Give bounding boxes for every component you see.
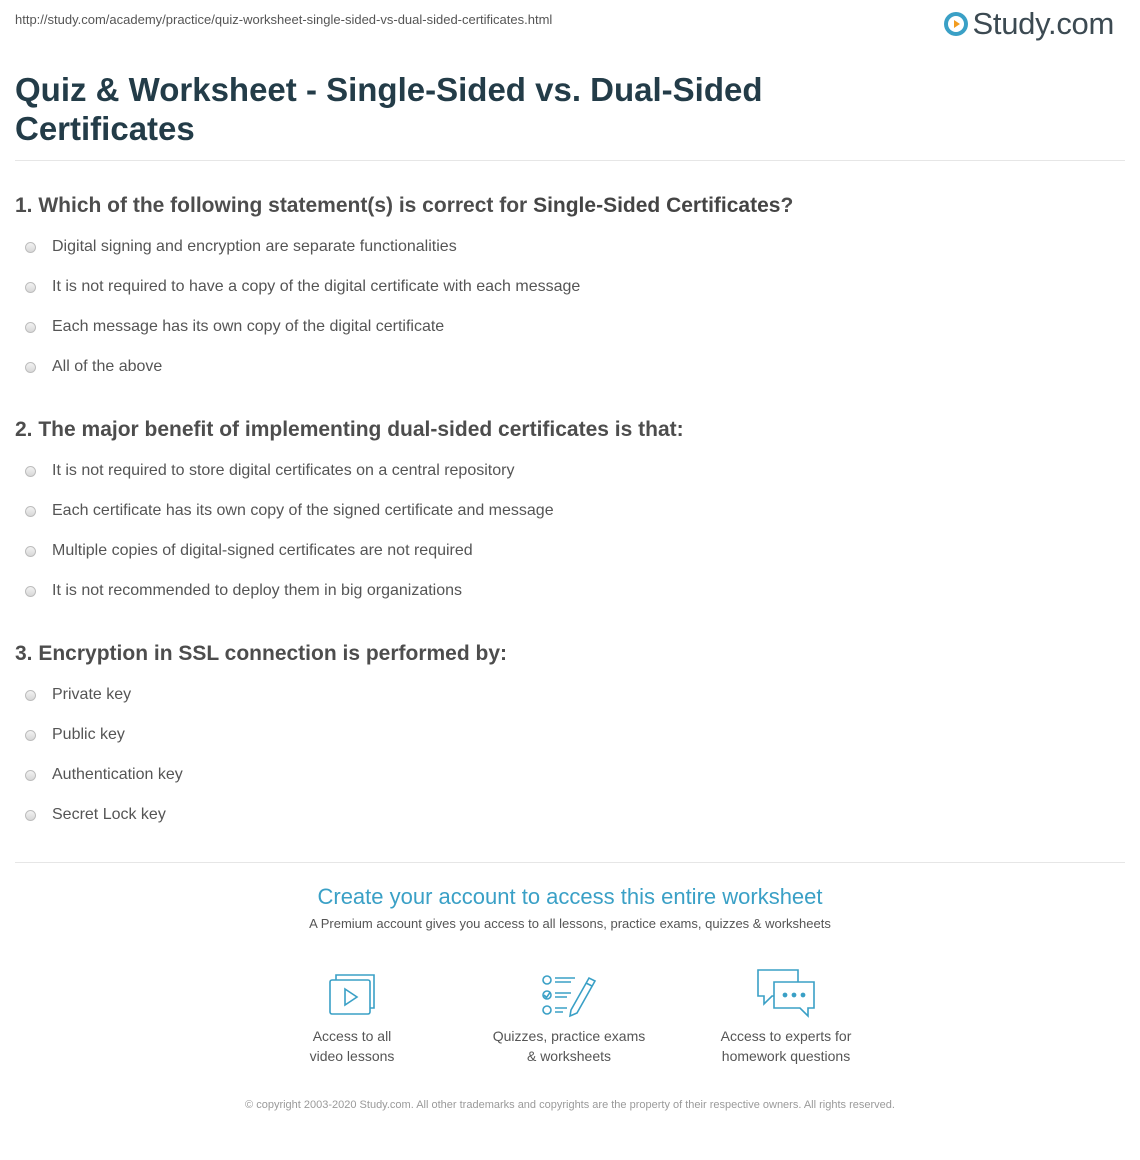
question-2 xyxy=(15,415,1115,611)
top-bar xyxy=(0,0,1140,50)
question-text: 1. Which of the following statement(s) is correct for Single-Sided Certificates? xyxy=(15,194,794,217)
answer-option[interactable]: Secret Lock key xyxy=(15,795,1115,835)
logo-text: Study.com xyxy=(972,6,1114,41)
page-title: Quiz & Worksheet - Single-Sided vs. Dual-Sided Certificates xyxy=(15,71,763,147)
divider xyxy=(15,160,1125,161)
study-logo[interactable] xyxy=(943,6,1114,42)
question-1 xyxy=(15,191,1115,387)
radio-button[interactable] xyxy=(25,322,36,333)
question-text: 2. The major benefit of implementing dual-sided certificates is that: xyxy=(15,418,684,441)
question-3 xyxy=(15,639,1115,835)
radio-button[interactable] xyxy=(25,242,36,253)
radio-button[interactable] xyxy=(25,362,36,373)
feature-label: Quizzes, practice exams & worksheets xyxy=(492,1028,646,1064)
play-icon xyxy=(943,11,969,37)
premium-description: A Premium account gives you access to all lessons, practice exams, quizzes & worksheets xyxy=(309,916,831,931)
answer-option[interactable]: All of the above xyxy=(15,347,1115,387)
answer-option[interactable]: It is not required to have a copy of the digital certificate with each message xyxy=(15,267,1115,307)
answer-list xyxy=(15,227,1115,387)
answer-option[interactable]: Each message has its own copy of the digital certificate xyxy=(15,307,1115,347)
answer-option[interactable]: Public key xyxy=(15,715,1115,755)
answer-list xyxy=(15,675,1115,835)
answer-option[interactable]: Authentication key xyxy=(15,755,1115,795)
answer-option[interactable]: Digital signing and encryption are separate functionalities xyxy=(15,227,1115,267)
answer-option[interactable]: Each certificate has its own copy of the signed certificate and message xyxy=(15,491,1115,531)
answer-option[interactable]: Multiple copies of digital-signed certificates are not required xyxy=(15,531,1115,571)
page-url: http://study.com/academy/practice/quiz-worksheet-single-sided-vs-dual-sided-certificates.html xyxy=(15,12,553,27)
feature-label: Access to experts for homework questions xyxy=(720,1028,852,1064)
divider xyxy=(15,862,1125,863)
answer-list xyxy=(15,451,1115,611)
radio-button[interactable] xyxy=(25,546,36,557)
feature-video-lessons xyxy=(252,966,452,1066)
question-text: 3. Encryption in SSL connection is performed by: xyxy=(15,642,508,665)
feature-quizzes xyxy=(469,966,669,1066)
radio-button[interactable] xyxy=(25,770,36,781)
create-account-link[interactable]: Create your account to access this entire worksheet xyxy=(317,884,823,909)
radio-button[interactable] xyxy=(25,810,36,821)
radio-button[interactable] xyxy=(25,730,36,741)
answer-option[interactable]: It is not required to store digital certificates on a central repository xyxy=(15,451,1115,491)
feature-experts xyxy=(686,966,886,1066)
answer-option[interactable]: It is not recommended to deploy them in big organizations xyxy=(15,571,1115,611)
feature-label: Access to all video lessons xyxy=(309,1028,395,1064)
quiz-checklist-icon xyxy=(541,972,597,1018)
radio-button[interactable] xyxy=(25,466,36,477)
radio-button[interactable] xyxy=(25,282,36,293)
video-lessons-icon xyxy=(326,972,378,1018)
copyright-footer: © copyright 2003-2020 Study.com. All other trademarks and copyrights are the property of their respective owners. All rights reserved. xyxy=(245,1099,895,1111)
radio-button[interactable] xyxy=(25,506,36,517)
chat-bubbles-icon xyxy=(754,966,818,1018)
radio-button[interactable] xyxy=(25,690,36,701)
radio-button[interactable] xyxy=(25,586,36,597)
answer-option[interactable]: Private key xyxy=(15,675,1115,715)
